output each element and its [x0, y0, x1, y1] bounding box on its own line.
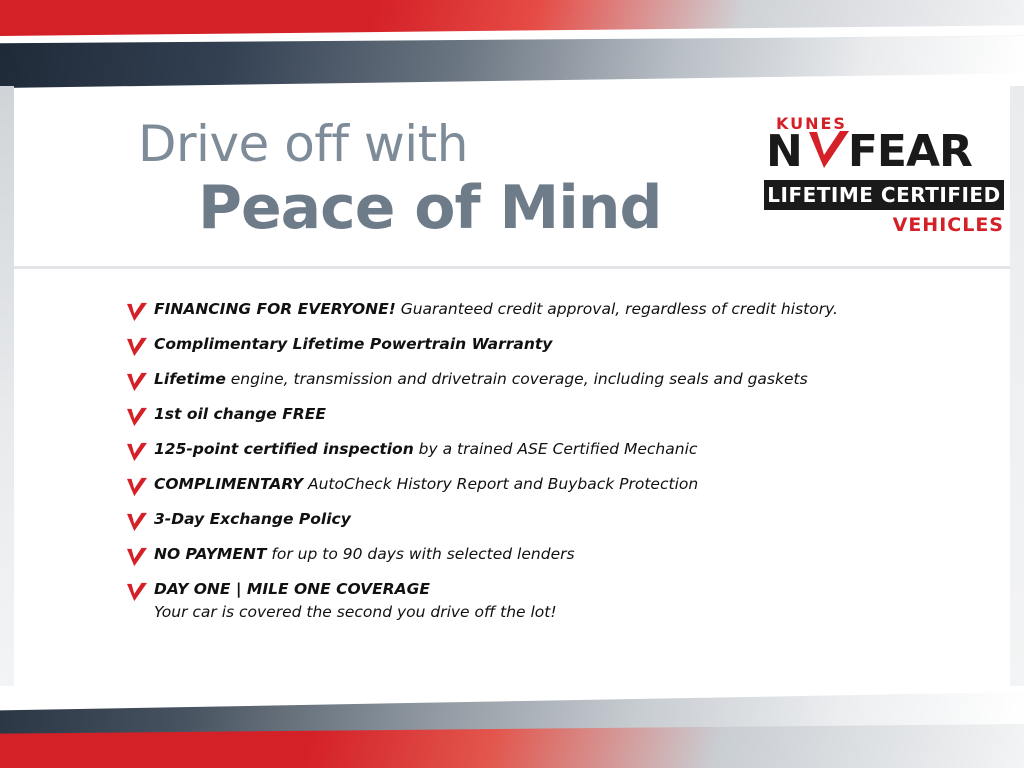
benefit-bold: 3-Day Exchange Policy [154, 510, 351, 528]
benefit-bold: Complimentary Lifetime Powertrain Warranty [154, 335, 553, 353]
list-item [126, 510, 926, 532]
benefit-bold: Lifetime [154, 370, 226, 388]
check-mark-icon [126, 442, 148, 462]
list-item [126, 440, 926, 462]
check-mark-icon [126, 512, 148, 532]
list-item [126, 475, 926, 497]
list-item [126, 580, 926, 621]
top-decorative-banner [0, 0, 1024, 92]
list-item [126, 335, 926, 357]
left-edge-strip [0, 86, 14, 686]
list-item [126, 545, 926, 567]
benefit-subtext: Your car is covered the second you drive off the lot! [154, 603, 557, 622]
benefit-block [154, 580, 557, 621]
benefit-text [154, 335, 552, 354]
benefit-text [154, 475, 698, 494]
check-mark-icon [126, 477, 148, 497]
bottom-decorative-banner [0, 690, 1024, 768]
check-mark-icon [126, 407, 148, 427]
check-mark-icon [126, 372, 148, 392]
benefit-text [154, 405, 326, 424]
benefit-bold: FINANCING FOR EVERYONE! [154, 300, 396, 318]
check-mark-icon [126, 547, 148, 567]
logo-tagline: LIFETIME CERTIFIED [764, 180, 1004, 210]
check-mark-icon [126, 337, 148, 357]
logo-wordmark-suffix: FEAR [847, 126, 972, 177]
header-divider [14, 266, 1010, 269]
benefit-text [154, 545, 575, 564]
benefit-bold: 1st oil change FREE [154, 405, 326, 423]
benefit-bold: COMPLIMENTARY [154, 475, 304, 493]
benefit-text [154, 440, 697, 459]
logo-wordmark-prefix: N [766, 126, 802, 177]
logo-subtitle: VEHICLES [892, 214, 1004, 236]
benefit-rest: for up to 90 days with selected lenders [266, 545, 575, 563]
benefit-bold: DAY ONE | MILE ONE COVERAGE [154, 580, 430, 598]
kunes-no-fear-logo [760, 104, 1008, 254]
benefit-rest: AutoCheck History Report and Buyback Protection [303, 475, 699, 493]
benefits-list [126, 300, 926, 634]
headline-line-1: Drive off with [138, 115, 468, 173]
logo-wordmark [766, 126, 972, 177]
benefit-bold: NO PAYMENT [154, 545, 267, 563]
check-mark-icon [126, 582, 148, 602]
list-item [126, 405, 926, 427]
benefit-text [154, 370, 808, 389]
top-grey-stripe [0, 36, 1024, 88]
benefit-rest: engine, transmission and drivetrain coverage, including seals and gaskets [225, 370, 808, 388]
benefit-rest: by a trained ASE Certified Mechanic [413, 440, 698, 458]
page-title [138, 115, 758, 243]
benefit-text [154, 300, 838, 319]
headline-line-2: Peace of Mind [198, 172, 662, 243]
list-item [126, 300, 926, 322]
benefit-bold: 125-point certified inspection [154, 440, 414, 458]
right-edge-strip [1010, 86, 1024, 686]
logo-brand-text: KUNES [776, 114, 847, 133]
list-item [126, 370, 926, 392]
benefit-text [154, 510, 351, 529]
check-mark-icon [806, 128, 852, 174]
benefit-text [154, 580, 557, 599]
benefit-rest: Guaranteed credit approval, regardless of credit history. [395, 300, 838, 318]
check-mark-icon [126, 302, 148, 322]
